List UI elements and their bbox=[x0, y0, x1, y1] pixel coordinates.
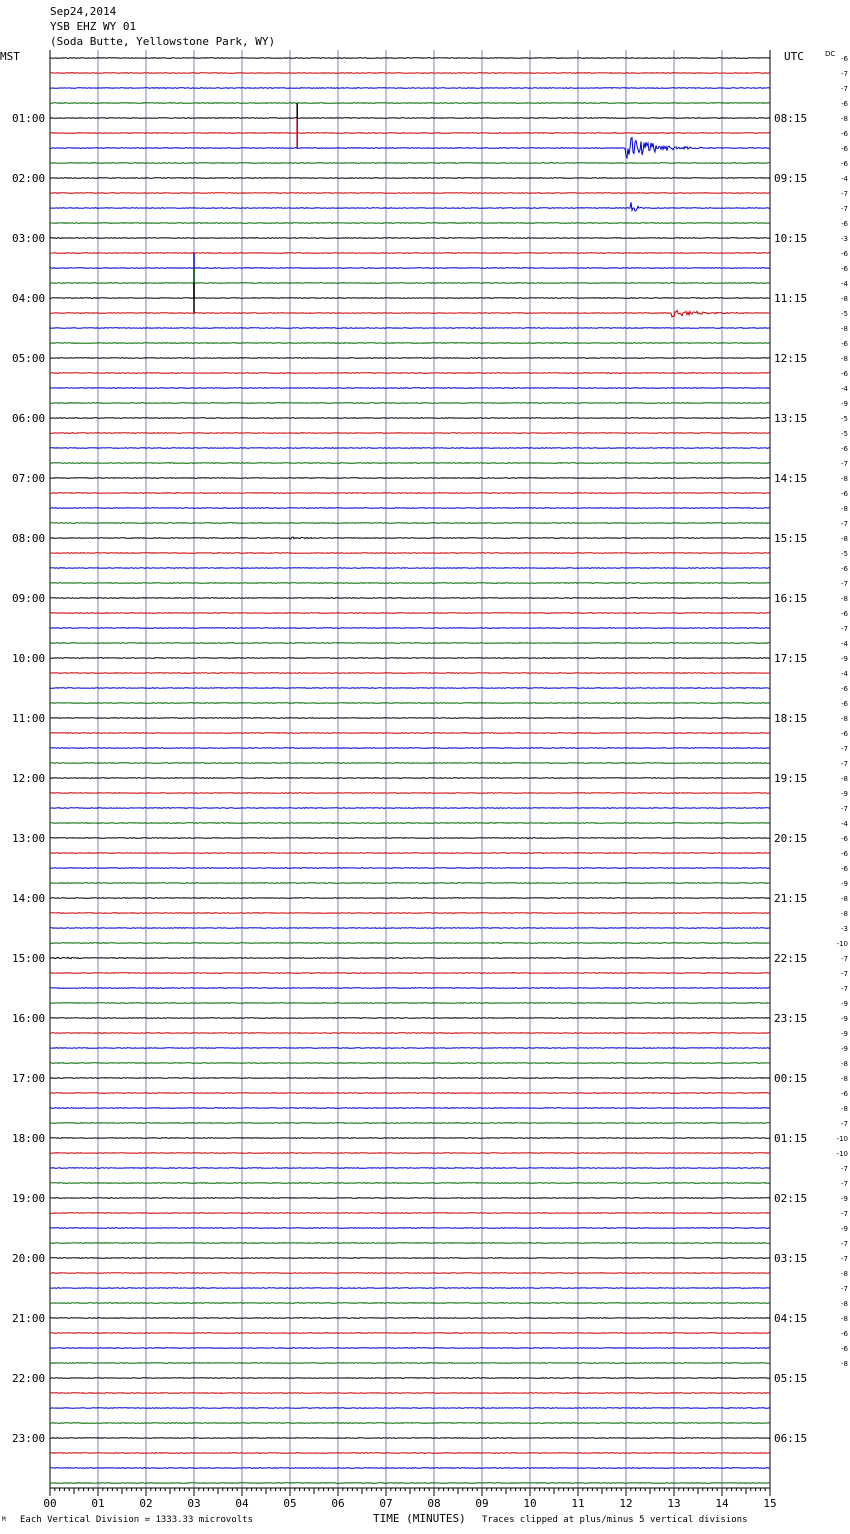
dc-offset-34: -6 bbox=[841, 565, 848, 573]
trace-row-42 bbox=[50, 688, 770, 689]
trace-row-20 bbox=[50, 358, 770, 359]
trace-row-67 bbox=[50, 1063, 770, 1064]
trace-row-36 bbox=[50, 598, 770, 599]
dc-offset-65: -9 bbox=[841, 1030, 848, 1038]
hour-label-left-7: 08:00 bbox=[12, 532, 46, 545]
trace-row-31 bbox=[50, 523, 770, 524]
trace-row-10 bbox=[50, 202, 770, 211]
hour-label-right-13: 21:15 bbox=[774, 892, 808, 905]
station-id: YSB EHZ WY 01 bbox=[50, 20, 137, 33]
dc-offset-84: -8 bbox=[841, 1315, 848, 1323]
trace-row-26 bbox=[50, 448, 770, 449]
dc-offset-83: -8 bbox=[841, 1300, 848, 1308]
dc-offset-74: -7 bbox=[841, 1165, 848, 1173]
trace-row-17 bbox=[50, 310, 770, 317]
hour-label-right-17: 01:15 bbox=[774, 1132, 808, 1145]
trace-row-0 bbox=[50, 58, 770, 59]
dc-offset-49: -9 bbox=[841, 790, 848, 798]
dc-offset-36: -8 bbox=[841, 595, 848, 603]
x-tick-label-2: 02 bbox=[139, 1497, 153, 1510]
hour-label-left-13: 14:00 bbox=[12, 892, 46, 905]
trace-row-18 bbox=[50, 328, 770, 329]
dc-offset-68: -8 bbox=[841, 1075, 848, 1083]
trace-row-69 bbox=[50, 1093, 770, 1094]
trace-row-22 bbox=[50, 388, 770, 389]
trace-row-82 bbox=[50, 1288, 770, 1289]
dc-label: DC bbox=[825, 50, 836, 58]
trace-row-64 bbox=[50, 1018, 770, 1019]
hour-label-right-14: 22:15 bbox=[774, 952, 808, 965]
trace-row-47 bbox=[50, 763, 770, 764]
trace-row-57 bbox=[50, 913, 770, 914]
dc-offset-80: -7 bbox=[841, 1255, 848, 1263]
dc-offset-16: -8 bbox=[841, 295, 848, 303]
trace-row-76 bbox=[50, 1198, 770, 1199]
trace-row-92 bbox=[50, 1438, 770, 1439]
trace-row-68 bbox=[50, 1078, 770, 1079]
dc-offset-76: -9 bbox=[841, 1195, 848, 1203]
trace-row-29 bbox=[50, 493, 770, 494]
hour-label-left-3: 04:00 bbox=[12, 292, 46, 305]
dc-offset-79: -7 bbox=[841, 1240, 848, 1248]
dc-offset-9: -7 bbox=[841, 190, 848, 198]
trace-row-37 bbox=[50, 613, 770, 614]
dc-offset-43: -6 bbox=[841, 700, 848, 708]
right-timezone-label: UTC bbox=[784, 50, 804, 63]
trace-row-12 bbox=[50, 238, 770, 239]
dc-offset-4: -8 bbox=[841, 115, 848, 123]
trace-row-8 bbox=[50, 178, 770, 179]
trace-row-30 bbox=[50, 508, 770, 509]
trace-row-72 bbox=[50, 1138, 770, 1139]
dc-offset-12: -3 bbox=[841, 235, 848, 243]
trace-row-7 bbox=[50, 163, 770, 164]
dc-offset-54: -6 bbox=[841, 865, 848, 873]
dc-offset-27: -7 bbox=[841, 460, 848, 468]
hour-label-right-3: 11:15 bbox=[774, 292, 808, 305]
dc-offset-67: -8 bbox=[841, 1060, 848, 1068]
x-tick-label-11: 11 bbox=[571, 1497, 585, 1510]
dc-offset-57: -8 bbox=[841, 910, 848, 918]
trace-row-87 bbox=[50, 1363, 770, 1364]
grid bbox=[50, 50, 770, 1491]
hour-label-right-20: 04:15 bbox=[774, 1312, 808, 1325]
x-tick-label-9: 09 bbox=[475, 1497, 489, 1510]
dc-offset-62: -7 bbox=[841, 985, 848, 993]
trace-row-65 bbox=[50, 1033, 770, 1034]
dc-offset-5: -6 bbox=[841, 130, 848, 138]
dc-offset-66: -9 bbox=[841, 1045, 848, 1053]
trace-row-62 bbox=[50, 988, 770, 989]
trace-row-77 bbox=[50, 1213, 770, 1214]
trace-row-11 bbox=[50, 223, 770, 224]
trace-row-61 bbox=[50, 973, 770, 974]
hour-label-left-21: 22:00 bbox=[12, 1372, 46, 1385]
dc-offset-24: -5 bbox=[841, 415, 848, 423]
hour-label-left-2: 03:00 bbox=[12, 232, 46, 245]
dc-offset-26: -6 bbox=[841, 445, 848, 453]
dc-offset-38: -7 bbox=[841, 625, 848, 633]
scale-note: Each Vertical Division = 1333.33 microvolts bbox=[20, 1515, 253, 1525]
trace-row-13 bbox=[50, 253, 770, 254]
dc-offset-72: -10 bbox=[836, 1135, 848, 1143]
trace-row-78 bbox=[50, 1228, 770, 1229]
dc-offset-61: -7 bbox=[841, 970, 848, 978]
hour-label-left-9: 10:00 bbox=[12, 652, 46, 665]
trace-row-85 bbox=[50, 1333, 770, 1334]
trace-row-95 bbox=[50, 1483, 770, 1484]
dc-offset-73: -10 bbox=[836, 1150, 848, 1158]
dc-offset-86: -6 bbox=[841, 1345, 848, 1353]
trace-row-49 bbox=[50, 793, 770, 794]
hour-label-right-0: 08:15 bbox=[774, 112, 808, 125]
trace-row-5 bbox=[50, 133, 770, 134]
trace-row-74 bbox=[50, 1168, 770, 1169]
trace-row-93 bbox=[50, 1453, 770, 1454]
x-tick-label-15: 15 bbox=[763, 1497, 777, 1510]
corner-mark: M bbox=[2, 1516, 6, 1523]
trace-row-80 bbox=[50, 1258, 770, 1259]
trace-row-3 bbox=[50, 103, 770, 104]
x-tick-label-14: 14 bbox=[715, 1497, 729, 1510]
dc-offset-17: -5 bbox=[841, 310, 848, 318]
dc-offset-28: -8 bbox=[841, 475, 848, 483]
station-location: (Soda Butte, Yellowstone Park, WY) bbox=[50, 35, 276, 48]
trace-row-83 bbox=[50, 1303, 770, 1304]
hour-label-left-14: 15:00 bbox=[12, 952, 46, 965]
trace-row-25 bbox=[50, 433, 770, 434]
trace-row-2 bbox=[50, 88, 770, 89]
trace-row-56 bbox=[50, 898, 770, 899]
dc-offset-82: -7 bbox=[841, 1285, 848, 1293]
hour-label-right-8: 16:15 bbox=[774, 592, 808, 605]
dc-offset-45: -6 bbox=[841, 730, 848, 738]
trace-row-1 bbox=[50, 73, 770, 74]
trace-row-45 bbox=[50, 733, 770, 734]
dc-offset-52: -6 bbox=[841, 835, 848, 843]
dc-offset-8: -4 bbox=[841, 175, 848, 183]
hour-label-left-12: 13:00 bbox=[12, 832, 46, 845]
trace-row-84 bbox=[50, 1318, 770, 1319]
trace-row-34 bbox=[50, 568, 770, 569]
x-tick-label-5: 05 bbox=[283, 1497, 297, 1510]
dc-offset-41: -4 bbox=[841, 670, 848, 678]
trace-row-40 bbox=[50, 658, 770, 659]
dc-offset-7: -6 bbox=[841, 160, 848, 168]
x-tick-label-8: 08 bbox=[427, 1497, 441, 1510]
trace-row-33 bbox=[50, 553, 770, 554]
hour-label-left-11: 12:00 bbox=[12, 772, 46, 785]
trace-row-91 bbox=[50, 1423, 770, 1424]
hour-label-left-10: 11:00 bbox=[12, 712, 46, 725]
dc-offset-0: -6 bbox=[841, 55, 848, 63]
trace-row-88 bbox=[50, 1378, 770, 1379]
dc-offset-64: -9 bbox=[841, 1015, 848, 1023]
hour-label-left-8: 09:00 bbox=[12, 592, 46, 605]
clip-note: Traces clipped at plus/minus 5 vertical divisions bbox=[482, 1515, 748, 1525]
x-tick-label-1: 01 bbox=[91, 1497, 105, 1510]
dc-offset-14: -6 bbox=[841, 265, 848, 273]
hour-label-right-4: 12:15 bbox=[774, 352, 808, 365]
time-labels bbox=[12, 55, 849, 1445]
hour-label-left-4: 05:00 bbox=[12, 352, 46, 365]
x-axis-title: TIME (MINUTES) bbox=[373, 1512, 466, 1525]
dc-offset-56: -8 bbox=[841, 895, 848, 903]
dc-offset-1: -7 bbox=[841, 70, 848, 78]
trace-row-35 bbox=[50, 583, 770, 584]
dc-offset-77: -7 bbox=[841, 1210, 848, 1218]
dc-offset-39: -4 bbox=[841, 640, 848, 648]
hour-label-left-1: 02:00 bbox=[12, 172, 46, 185]
dc-offset-18: -8 bbox=[841, 325, 848, 333]
trace-row-81 bbox=[50, 1273, 770, 1274]
x-tick-label-4: 04 bbox=[235, 1497, 249, 1510]
dc-offset-75: -7 bbox=[841, 1180, 848, 1188]
trace-row-50 bbox=[50, 808, 770, 809]
trace-row-52 bbox=[50, 837, 770, 838]
trace-row-59 bbox=[50, 943, 770, 944]
trace-row-6 bbox=[50, 138, 770, 158]
dc-offset-32: -8 bbox=[841, 535, 848, 543]
x-axis bbox=[43, 1488, 776, 1510]
dc-offset-69: -6 bbox=[841, 1090, 848, 1098]
dc-offset-33: -5 bbox=[841, 550, 848, 558]
trace-row-16 bbox=[50, 298, 770, 299]
dc-offset-47: -7 bbox=[841, 760, 848, 768]
trace-row-23 bbox=[50, 403, 770, 404]
dc-offset-13: -6 bbox=[841, 250, 848, 258]
hour-label-right-10: 18:15 bbox=[774, 712, 808, 725]
traces bbox=[50, 58, 770, 1484]
dc-offset-42: -6 bbox=[841, 685, 848, 693]
dc-offset-85: -6 bbox=[841, 1330, 848, 1338]
dc-offset-70: -8 bbox=[841, 1105, 848, 1113]
dc-offset-19: -6 bbox=[841, 340, 848, 348]
hour-label-right-5: 13:15 bbox=[774, 412, 808, 425]
trace-row-24 bbox=[50, 418, 770, 419]
trace-row-54 bbox=[50, 868, 770, 869]
hour-label-left-20: 21:00 bbox=[12, 1312, 46, 1325]
trace-row-90 bbox=[50, 1408, 770, 1409]
dc-offset-22: -4 bbox=[841, 385, 848, 393]
hour-label-right-6: 14:15 bbox=[774, 472, 808, 485]
dc-offset-2: -7 bbox=[841, 85, 848, 93]
hour-label-left-6: 07:00 bbox=[12, 472, 46, 485]
trace-row-55 bbox=[50, 883, 770, 884]
hour-label-right-9: 17:15 bbox=[774, 652, 808, 665]
dc-offset-60: -7 bbox=[841, 955, 848, 963]
trace-row-4 bbox=[50, 118, 770, 119]
trace-row-32 bbox=[50, 537, 770, 539]
trace-row-14 bbox=[50, 268, 770, 269]
dc-offset-50: -7 bbox=[841, 805, 848, 813]
dc-offset-63: -9 bbox=[841, 1000, 848, 1008]
trace-row-63 bbox=[50, 1003, 770, 1004]
dc-offset-78: -9 bbox=[841, 1225, 848, 1233]
hour-label-right-19: 03:15 bbox=[774, 1252, 808, 1265]
hour-label-right-1: 09:15 bbox=[774, 172, 808, 185]
x-tick-label-0: 00 bbox=[43, 1497, 57, 1510]
dc-offset-87: -8 bbox=[841, 1360, 848, 1368]
trace-row-48 bbox=[50, 778, 770, 779]
hour-label-left-15: 16:00 bbox=[12, 1012, 46, 1025]
trace-row-41 bbox=[50, 673, 770, 674]
trace-row-27 bbox=[50, 463, 770, 464]
dc-offset-21: -6 bbox=[841, 370, 848, 378]
hour-label-left-5: 06:00 bbox=[12, 412, 46, 425]
dc-offset-23: -9 bbox=[841, 400, 848, 408]
dc-offset-35: -7 bbox=[841, 580, 848, 588]
hour-label-right-2: 10:15 bbox=[774, 232, 808, 245]
trace-row-15 bbox=[50, 283, 770, 284]
x-tick-label-13: 13 bbox=[667, 1497, 681, 1510]
hour-label-left-16: 17:00 bbox=[12, 1072, 46, 1085]
trace-row-39 bbox=[50, 643, 770, 644]
x-tick-label-12: 12 bbox=[619, 1497, 633, 1510]
hour-label-right-11: 19:15 bbox=[774, 772, 808, 785]
trace-row-43 bbox=[50, 703, 770, 704]
dc-offset-59: -10 bbox=[836, 940, 848, 948]
dc-offset-81: -8 bbox=[841, 1270, 848, 1278]
dc-offset-3: -6 bbox=[841, 100, 848, 108]
trace-row-19 bbox=[50, 343, 770, 344]
dc-offset-15: -4 bbox=[841, 280, 848, 288]
dc-offset-55: -9 bbox=[841, 880, 848, 888]
dc-offset-29: -6 bbox=[841, 490, 848, 498]
dc-offset-58: -3 bbox=[841, 925, 848, 933]
trace-row-9 bbox=[50, 193, 770, 194]
dc-offset-37: -6 bbox=[841, 610, 848, 618]
trace-row-70 bbox=[50, 1108, 770, 1109]
hour-label-right-18: 02:15 bbox=[774, 1192, 808, 1205]
trace-row-46 bbox=[50, 748, 770, 749]
dc-offset-53: -6 bbox=[841, 850, 848, 858]
x-tick-label-6: 06 bbox=[331, 1497, 345, 1510]
trace-row-66 bbox=[50, 1048, 770, 1049]
trace-row-89 bbox=[50, 1393, 770, 1394]
dc-offset-40: -9 bbox=[841, 655, 848, 663]
dc-offset-44: -8 bbox=[841, 715, 848, 723]
trace-row-79 bbox=[50, 1243, 770, 1244]
trace-row-44 bbox=[50, 718, 770, 719]
trace-row-53 bbox=[50, 853, 770, 854]
dc-offset-71: -7 bbox=[841, 1120, 848, 1128]
dc-offset-46: -7 bbox=[841, 745, 848, 753]
trace-row-60 bbox=[50, 957, 770, 959]
dc-offset-20: -8 bbox=[841, 355, 848, 363]
station-date: Sep24,2014 bbox=[50, 5, 117, 18]
trace-row-86 bbox=[50, 1348, 770, 1349]
trace-row-58 bbox=[50, 928, 770, 929]
dc-offset-48: -8 bbox=[841, 775, 848, 783]
hour-label-left-18: 19:00 bbox=[12, 1192, 46, 1205]
x-tick-label-10: 10 bbox=[523, 1497, 537, 1510]
dc-offset-25: -5 bbox=[841, 430, 848, 438]
hour-label-right-21: 05:15 bbox=[774, 1372, 808, 1385]
dc-offset-11: -6 bbox=[841, 220, 848, 228]
left-timezone-label: MST bbox=[0, 50, 20, 63]
dc-offset-30: -8 bbox=[841, 505, 848, 513]
hour-label-left-19: 20:00 bbox=[12, 1252, 46, 1265]
hour-label-right-7: 15:15 bbox=[774, 532, 808, 545]
hour-label-left-0: 01:00 bbox=[12, 112, 46, 125]
hour-label-right-12: 20:15 bbox=[774, 832, 808, 845]
trace-row-51 bbox=[50, 823, 770, 824]
trace-row-38 bbox=[50, 628, 770, 629]
x-tick-label-7: 07 bbox=[379, 1497, 393, 1510]
trace-row-94 bbox=[50, 1468, 770, 1469]
trace-row-71 bbox=[50, 1123, 770, 1124]
dc-offset-31: -7 bbox=[841, 520, 848, 528]
x-tick-label-3: 03 bbox=[187, 1497, 201, 1510]
dc-offset-6: -6 bbox=[841, 145, 848, 153]
hour-label-right-15: 23:15 bbox=[774, 1012, 808, 1025]
hour-label-right-16: 00:15 bbox=[774, 1072, 808, 1085]
hour-label-right-22: 06:15 bbox=[774, 1432, 808, 1445]
trace-row-73 bbox=[50, 1153, 770, 1154]
hour-label-left-17: 18:00 bbox=[12, 1132, 46, 1145]
trace-row-21 bbox=[50, 373, 770, 374]
trace-row-75 bbox=[50, 1183, 770, 1184]
hour-label-left-22: 23:00 bbox=[12, 1432, 46, 1445]
dc-offset-10: -7 bbox=[841, 205, 848, 213]
trace-row-28 bbox=[50, 478, 770, 479]
dc-offset-51: -4 bbox=[841, 820, 848, 828]
